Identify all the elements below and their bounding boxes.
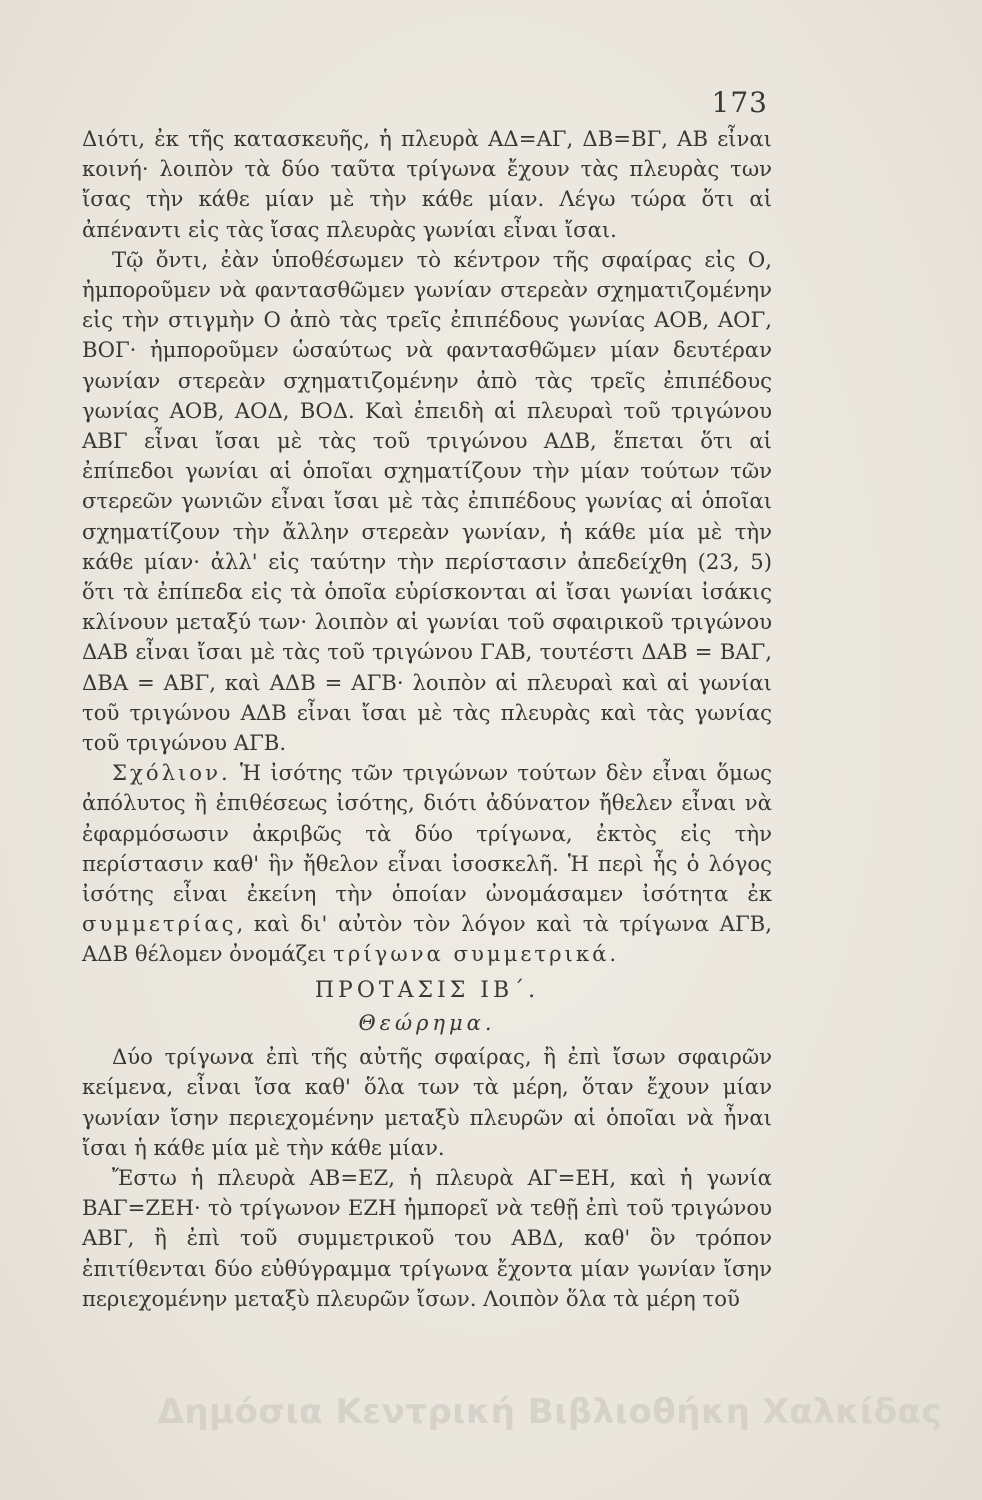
page-body — [82, 124, 772, 1314]
scholion-text: Ἡ ἰσότης τῶν τριγώνων τούτων δὲν εἶναι ὅμως ἀπόλυτος ἢ ἐπιθέσεως ἰσότης, διότι ἀδύνατον ἤθελεν εἶναι νὰ ἐφαρμόσωσιν ἀκριβῶς τὰ δύο τρίγωνα, ἐκτὸς εἰς τὴν περίστασιν καθ' ἣν ἤθελον εἶναι ἰσοσκελῆ. Ἡ περὶ ἧς ὁ λόγος ἰσότης εἶναι ἐκείνη τὴν ὁποίαν ὠνομάσαμεν ἰσότητα ἐκ — [82, 760, 772, 907]
paragraph-1: Διότι, ἐκ τῆς κατασκευῆς, ἡ πλευρὰ ΑΔ=ΑΓ, ΔΒ=ΒΓ, ΑΒ εἶναι κοινή· λοιπὸν τὰ δύο ταῦτα τρίγωνα ἔχουν τὰς πλευρὰς των ἴσας τὴν κάθε μίαν μὲ τὴν κάθε μίαν. Λέγω τώρα ὅτι αἱ ἀπέναντι εἰς τὰς ἴσας πλευρὰς γωνίαι εἶναι ἴσαι. — [82, 126, 772, 242]
theorem-label: Θεώρημα. — [358, 1010, 496, 1035]
scholion-label: Σχόλιον. — [112, 760, 231, 786]
scholion-term-symmetry: συμμετρίας — [82, 911, 237, 937]
proposition-heading: ΠΡΟΤΑΣΙΣ ΙΒ΄. — [314, 977, 540, 1003]
scholion-end: . — [609, 941, 617, 967]
library-watermark: Δημόσια Κεντρική Βιβλιοθήκη Χαλκίδας — [157, 1392, 942, 1432]
scholion-term-symmetric-triangles: τρίγωνα συμμετρικά — [333, 941, 610, 967]
paragraph-2: Τῷ ὄντι, ἐὰν ὑποθέσωμεν τὸ κέντρον τῆς σφαίρας εἰς Ο, ἠμποροῦμεν νὰ φαντασθῶμεν γωνίαν στερεὰν σχηματιζομένην εἰς τὴν στιγμὴν Ο ἀπὸ τὰς τρεῖς ἐπιπέδους γωνίας ΑΟΒ, ΑΟΓ, ΒΟΓ· ἠμποροῦμεν ὡσαύτως νὰ φαντασθῶμεν μίαν δευτέραν γωνίαν στερεὰν σχηματιζομένην ἀπὸ τὰς τρεῖς ἐπιπέδους γωνίας ΑΟΒ, ΑΟΔ, ΒΟΔ. Καὶ ἐπειδὴ αἱ πλευραὶ τοῦ τριγώνου ΑΒΓ εἶναι ἴσαι μὲ τὰς τοῦ τριγώνου ΑΔΒ, ἕπεται ὅτι αἱ ἐπίπεδοι γωνίαι αἱ ὁποῖαι σχηματίζουν τὴν μίαν τούτων τῶν στερεῶν γωνιῶν εἶναι ἴσαι μὲ τὰς ἐπιπέδους γωνίας αἱ ὁποῖαι σχηματίζουν τὴν ἄλλην στερεὰν γωνίαν, ἡ κάθε μία μὲ τὴν κάθε μίαν· ἀλλ' εἰς ταύτην τὴν περίστασιν ἀπεδείχθη (23, 5) ὅτι τὰ ἐπίπεδα εἰς τὰ ὁποῖα εὑρίσκονται αἱ ἴσαι γωνίαι ἰσάκις κλίνουν μεταξύ των· λοιπὸν αἱ γωνίαι τοῦ σφαιρικοῦ τριγώνου ΔΑΒ εἶναι ἴσαι μὲ τὰς τοῦ τριγώνου ΓΑΒ, τουτέστι ΔΑΒ = ΒΑΓ, ΔΒΑ = ΑΒΓ, καὶ ΑΔΒ = ΑΓΒ· λοιπὸν αἱ πλευραὶ καὶ αἱ γωνίαι τοῦ τριγώνου ΑΔΒ εἶναι ἴσαι μὲ τὰς πλευρὰς καὶ τὰς γωνίας τοῦ τριγώνου ΑΓΒ. — [82, 246, 772, 756]
scholion-text-2: , καὶ δι' αὐτὸν τὸν λόγον καὶ τὰ τρίγωνα ΑΓΒ, ΑΔΒ θέλομεν ὀνομάζει — [82, 911, 772, 967]
proposition-proof: Ἔστω ἡ πλευρὰ ΑΒ=ΕΖ, ἡ πλευρὰ ΑΓ=ΕΗ, καὶ ἡ γωνία ΒΑΓ=ΖΕΗ· τὸ τρίγωνον ΕΖΗ ἠμπορεῖ νὰ τεθῇ ἐπὶ τοῦ τριγώνου ΑΒΓ, ἢ ἐπὶ τοῦ συμμετρικοῦ του ΑΒΔ, καθ' ὃν τρόπον ἐπιτίθενται δύο εὐθύγραμμα τρίγωνα ἔχοντα μίαν γωνίαν ἴσην περιεχομένην μεταξὺ πλευρῶν ἴσων. Λοιπὸν ὅλα τὰ μέρη τοῦ — [82, 1164, 772, 1311]
page-number: 173 — [711, 86, 768, 119]
proposition-statement: Δύο τρίγωνα ἐπὶ τῆς αὐτῆς σφαίρας, ἢ ἐπὶ ἴσων σφαιρῶν κείμενα, εἶναι ἴσα καθ' ὅλα των τὰ μέρη, ὅταν ἔχουν μίαν γωνίαν ἴσην περιεχομένην μεταξὺ πλευρῶν αἱ ὁποῖαι νὰ ἦναι ἴσαι ἡ κάθε μία μὲ τὴν κάθε μίαν. — [82, 1044, 772, 1160]
scholion-paragraph — [82, 758, 772, 969]
